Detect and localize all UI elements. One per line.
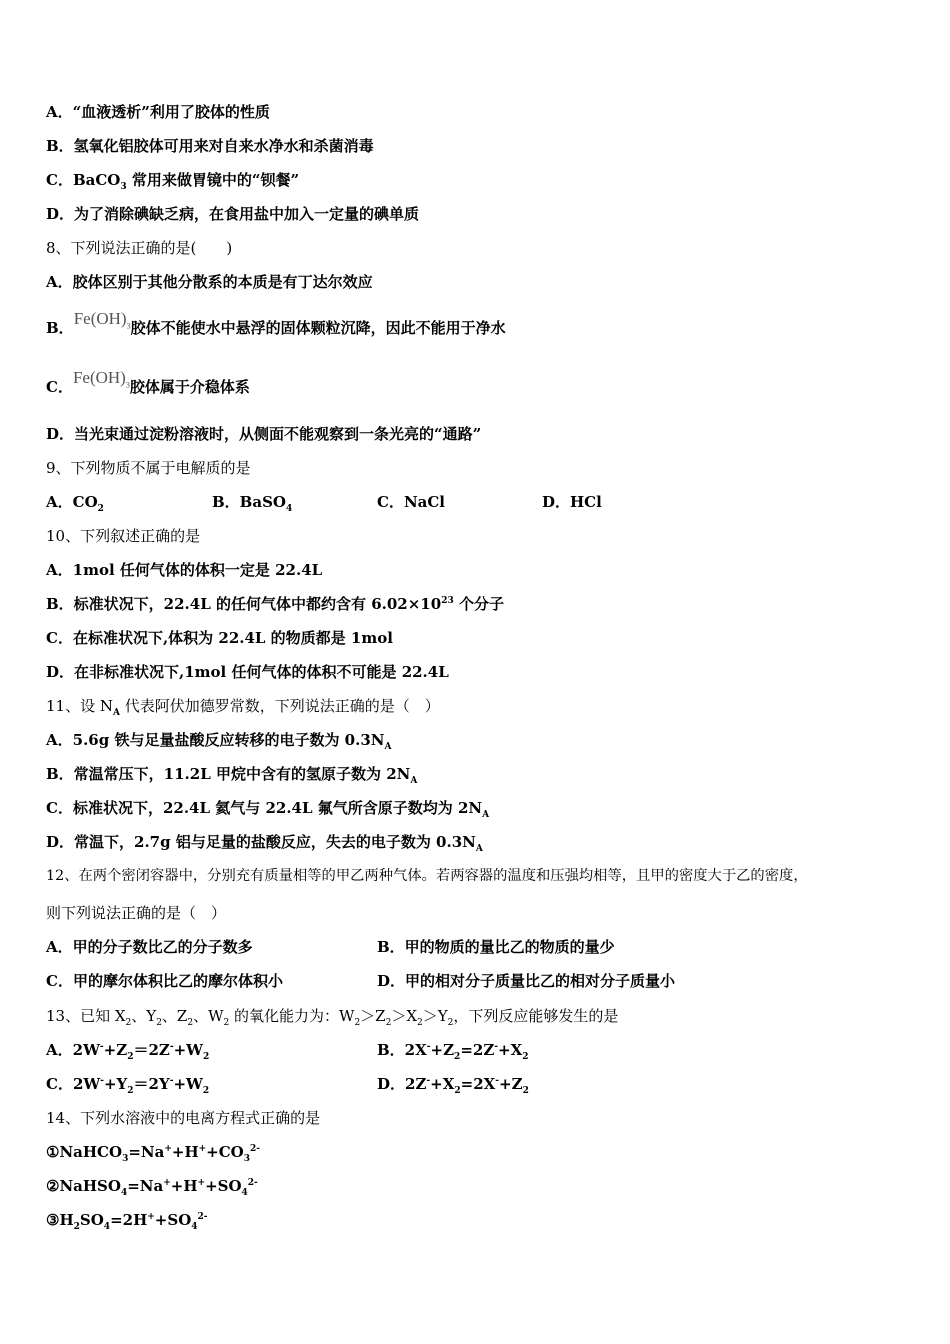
q13-option-d: D．$2Z^-+X_2=2X^-+Z_2$ bbox=[377, 1075, 529, 1096]
q14-item-2: $②NaHSO_4=Na^++H^++SO_4^{2-}$ bbox=[46, 1177, 258, 1198]
q8-option-b: B．$Fe(OH)_3$胶体不能使水中悬浮的固体颗粒沉降，因此不能用于净水 bbox=[46, 309, 506, 337]
feoh3-formula-image: $Fe(OH)_3$ bbox=[72, 368, 130, 390]
q11-stem: 11、设 $N_A$ 代表阿伏加德罗常数，下列说法正确的是（ ） bbox=[46, 697, 440, 718]
q13-option-c: C．$2W^-+Y_2=2Y^-+W_2$ bbox=[46, 1075, 210, 1096]
q12-option-d: D．甲的相对分子质量比乙的相对分子质量小 bbox=[377, 972, 676, 990]
q13-option-b: B．$2X^-+Z_2=2Z^-+X_2$ bbox=[377, 1041, 529, 1062]
q11-option-b: B．常温常压下，11.2L 甲烷中含有的氢原子数为 $2N_A$ bbox=[46, 765, 418, 786]
q13-stem: 13、已知 $X_2$、$Y_2$、$Z_2$、$W_2$ 的氧化能力为：$W_2>Z_2>X_2>Y_2$，下列反应能够发生的是 bbox=[46, 1007, 619, 1028]
q10-stem: 10、下列叙述正确的是 bbox=[46, 527, 201, 545]
q14-stem: 14、下列水溶液中的电离方程式正确的是 bbox=[46, 1109, 321, 1127]
feoh3-formula-image: $Fe(OH)_3$ bbox=[73, 309, 131, 331]
q12-stem-line2: 则下列说法正确的是（ ） bbox=[46, 904, 227, 922]
q14-item-3: $③H_2SO_4=2H^++SO_4^{2-}$ bbox=[46, 1211, 208, 1232]
q8-option-a: A．胶体区别于其他分散系的本质是有丁达尔效应 bbox=[46, 273, 373, 291]
q7-option-b: B．氢氧化铝胶体可用来对自来水净水和杀菌消毒 bbox=[46, 137, 374, 155]
q9-stem: 9、下列物质不属于电解质的是 bbox=[46, 459, 251, 477]
q11-option-c: C．标准状况下，22.4L 氦气与 22.4L 氟气所含原子数均为 $2N_A$ bbox=[46, 799, 490, 820]
q9-option-b: B．BaSO$_4$ bbox=[212, 493, 293, 514]
q9-option-c: C．NaCl bbox=[377, 493, 446, 511]
q9-option-a: A．$CO_2$ bbox=[46, 493, 104, 514]
q7-option-c: C．BaCO$_3$ 常用来做胃镜中的“钡餐” bbox=[46, 171, 300, 192]
q7-option-d: D．为了消除碘缺乏病，在食用盐中加入一定量的碘单质 bbox=[46, 205, 420, 223]
q10-option-c: C．在标准状况下,体积为 22.4L 的物质都是 1mol bbox=[46, 629, 393, 647]
q13-option-a: A．$2W^-+Z_2=2Z^-+W_2$ bbox=[46, 1041, 210, 1062]
q10-option-a: A．1mol 任何气体的体积一定是 22.4L bbox=[46, 561, 323, 579]
q12-option-c: C．甲的摩尔体积比乙的摩尔体积小 bbox=[46, 972, 283, 990]
q12-option-a: A．甲的分子数比乙的分子数多 bbox=[46, 938, 253, 956]
q12-stem-line1: 12、在两个密闭容器中，分别充有质量相等的甲乙两种气体。若两容器的温度和压强均相等，且甲的密度大于乙的密度， bbox=[46, 868, 808, 884]
q11-option-a: A．5.6g 铁与足量盐酸反应转移的电子数为 $0.3N_A$ bbox=[46, 731, 392, 752]
q9-option-d: D．HCl bbox=[542, 493, 602, 511]
q8-stem: 8、下列说法正确的是( ) bbox=[46, 239, 233, 257]
q12-option-b: B．甲的物质的量比乙的物质的量少 bbox=[377, 938, 615, 956]
q11-option-d: D．常温下，2.7g 铝与足量的盐酸反应，失去的电子数为 $0.3N_A$ bbox=[46, 833, 483, 854]
q7-option-a: A．“血液透析”利用了胶体的性质 bbox=[46, 103, 270, 121]
q8-option-d: D．当光束通过淀粉溶液时，从侧面不能观察到一条光亮的“通路” bbox=[46, 425, 482, 443]
q10-option-b: B．标准状况下，22.4L 的任何气体中都约含有 $6.02\times 10^{23}$ 个分子 bbox=[46, 595, 504, 613]
q8-option-c: C．$Fe(OH)_3$胶体属于介稳体系 bbox=[46, 368, 250, 396]
q14-item-1: $①NaHCO_3=Na^++H^++CO_3^{2-}$ bbox=[46, 1143, 261, 1164]
q10-option-d: D．在非标准状况下,1mol 任何气体的体积不可能是 22.4L bbox=[46, 663, 449, 681]
